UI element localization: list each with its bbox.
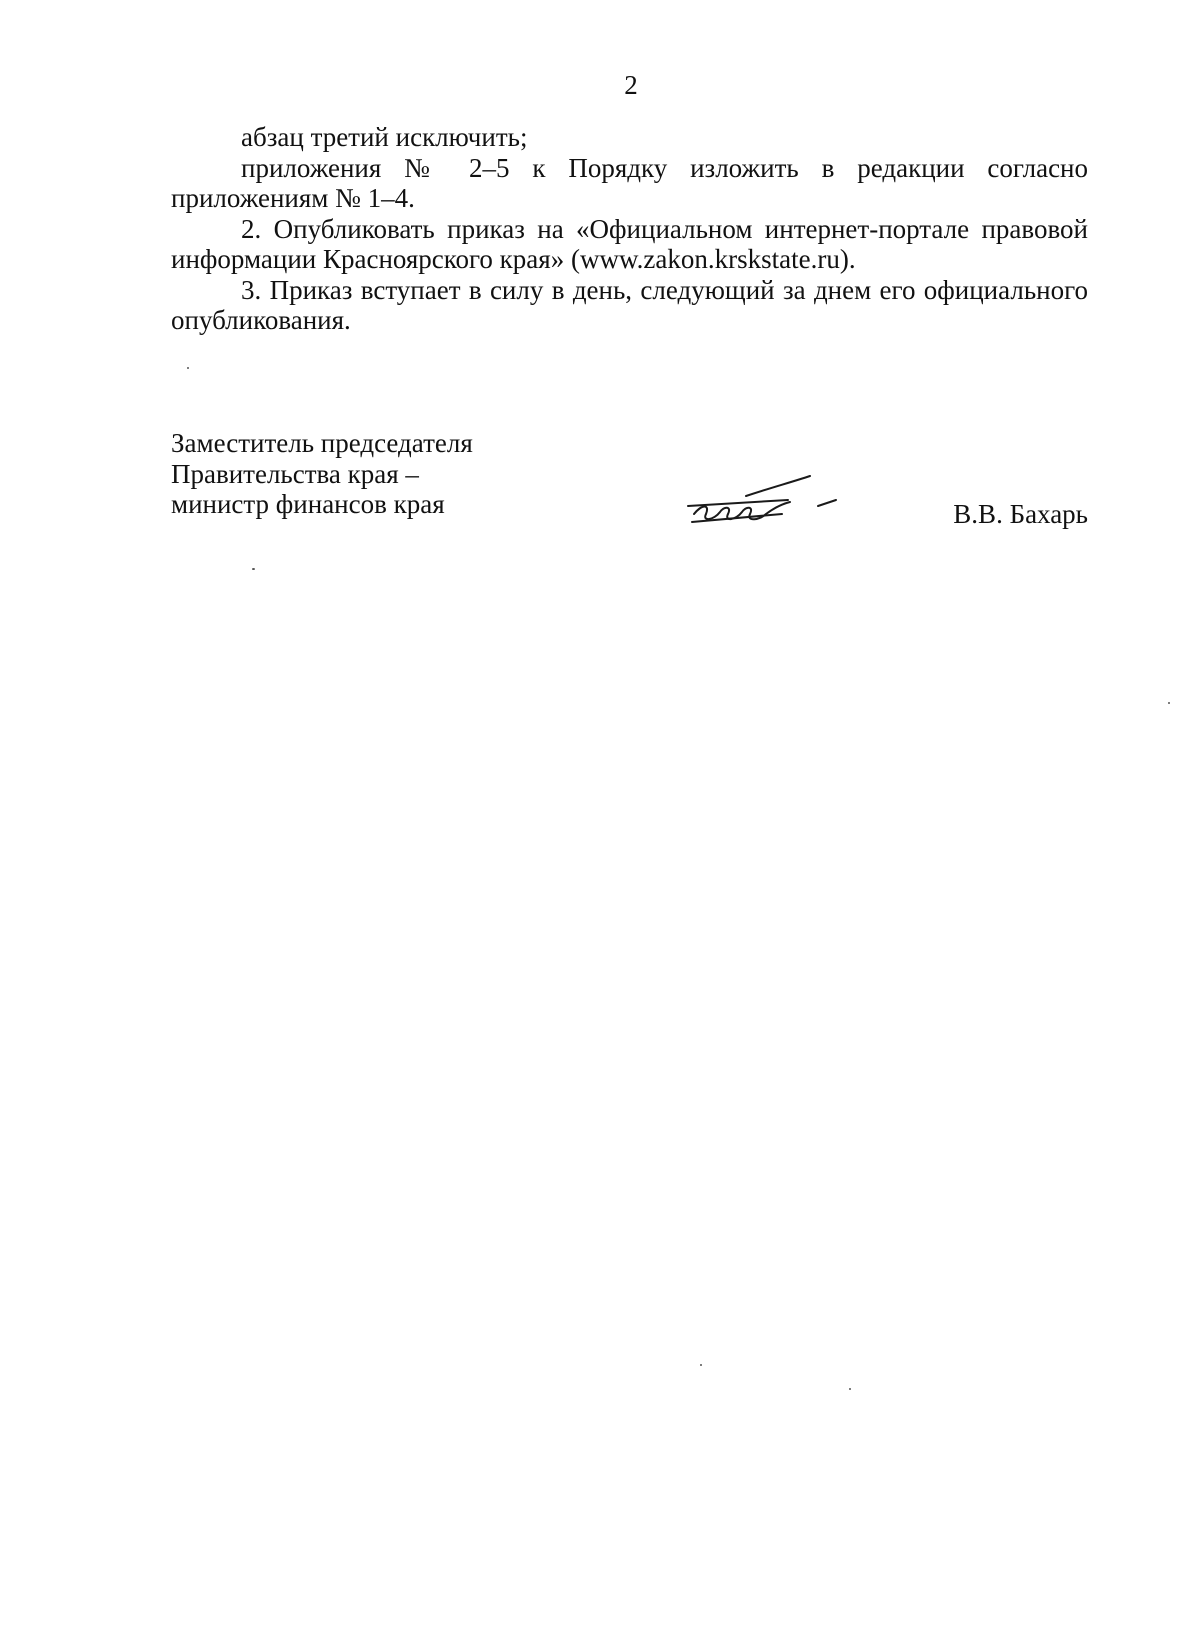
signatory-title-line: Правительства края – — [171, 458, 419, 489]
paragraph-exclude-third: абзац третий исключить; — [241, 122, 528, 152]
scan-speck — [252, 568, 255, 570]
signatory-title — [171, 428, 473, 520]
paragraph-effective-date: 3. Приказ вступает в силу в день, следующий за днем его официального опубликования. — [171, 274, 1088, 335]
paragraph-publish: 2. Опубликовать приказ на «Официальном интернет-портале правовой информации Красноярского края» (www.zakon.krskstate.ru). — [171, 213, 1088, 274]
signatory-title-line: Заместитель председателя — [171, 428, 473, 458]
paragraph-appendices: приложения № 2–5 к Порядку изложить в редакции согласно приложениям № 1–4. — [171, 152, 1088, 213]
signer-name: В.В. Бахарь — [953, 499, 1088, 529]
scan-speck — [700, 1364, 702, 1366]
page-number: 2 — [624, 70, 638, 100]
handwritten-signature — [680, 470, 880, 540]
scan-speck — [1168, 702, 1170, 704]
scan-speck — [187, 367, 189, 369]
scan-speck — [849, 1388, 851, 1390]
signatory-title-line: министр финансов края — [171, 489, 445, 519]
document-body — [171, 122, 1088, 336]
